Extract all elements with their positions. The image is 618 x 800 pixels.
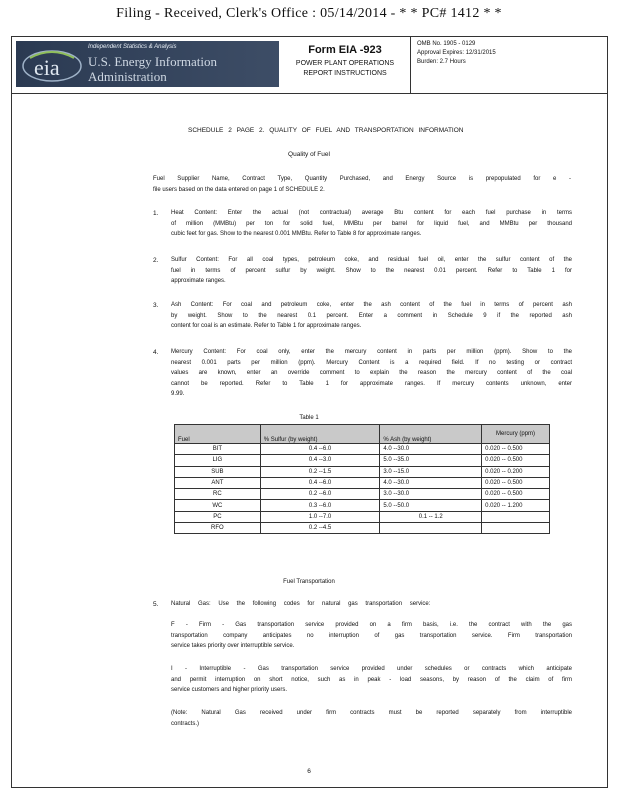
page-number: 6 [307, 768, 311, 775]
intro-line-2: file users based on the data entered on page 1 of SCHEDULE 2. [153, 186, 325, 193]
cell-mercury: 0.020 -- 0.500 [482, 444, 550, 455]
ash-content-paragraph [171, 300, 572, 332]
cell-fuel: RFO [175, 523, 261, 534]
header-fuel: Fuel [175, 425, 261, 444]
item-number: 1. [153, 210, 159, 217]
fuel-quality-table [174, 424, 550, 534]
item-number: 4. [153, 349, 159, 356]
para-line: cubic feet for gas. Show to the nearest 0.001 MMBtu. Refer to Table 8 for approximate ranges. [171, 231, 422, 237]
para-line: contracts.) [171, 720, 200, 727]
cell-mercury [482, 511, 550, 522]
cell-ash: 5.0 --35.0 [380, 455, 482, 466]
heat-content-paragraph [171, 208, 572, 240]
cell-sulfur: 0.4 --6.0 [260, 477, 380, 488]
cell-fuel: ANT [175, 477, 261, 488]
mercury-content-paragraph [171, 347, 572, 400]
eia-logo [16, 41, 279, 87]
para-line: transportation company anticipates no interruption of gas transportation service. Firm transportation [171, 632, 572, 639]
item-number: 2. [153, 257, 159, 264]
cell-fuel: PC [175, 511, 261, 522]
table-row [175, 500, 550, 511]
cell-sulfur: 0.2 --4.5 [260, 523, 380, 534]
transport-heading: Fuel Transportation [283, 579, 335, 585]
para-line: nearest 0.001 parts per million (ppm). Mercury Content is a required field. If no testing or contract [171, 359, 572, 366]
para-line: Natural Gas: Use the following codes for natural gas transportation service: [171, 601, 431, 607]
note-paragraph [171, 708, 572, 729]
natural-gas-paragraph [171, 599, 572, 610]
para-line: Heat Content: Enter the actual (not contractual) average Btu content for each fuel purchase in terms [171, 210, 572, 216]
cell-fuel: BIT [175, 444, 261, 455]
table-row [175, 466, 550, 477]
cell-ash: 3.0 --15.0 [380, 466, 482, 477]
table-row [175, 523, 550, 534]
filing-stamp: Filing - Received, Clerk's Office : 05/14/2014 - * * PC# 1412 * * [116, 6, 502, 21]
para-line: Ash Content: For coal and petroleum coke, enter the ash content of the fuel in terms of percent ash [171, 302, 572, 308]
burden: Burden: 2.7 Hours [417, 59, 466, 65]
approval-expires: Approval Expires: 12/31/2015 [417, 50, 496, 56]
cell-ash: 3.0 --30.0 [380, 489, 482, 500]
table-row [175, 444, 550, 455]
para-line: cannot be reported. Refer to Table 1 for approximate ranges. If mercury contents unknown, enter [171, 380, 572, 387]
para-line: values are known, enter an override comment to explain the reason the mercury content of the coal [171, 370, 572, 376]
omb-number: OMB No. 1905 - 0129 [417, 41, 476, 47]
cell-fuel: SUB [175, 466, 261, 477]
para-line: of million (MMBtu) per ton for solid fuel, MMBtu per barrel for liquid fuel, and MMBtu per thousand [171, 220, 572, 227]
form-subtitle [280, 59, 410, 79]
eia-logo-icon [20, 44, 84, 84]
cell-sulfur: 0.2 --1.5 [260, 466, 380, 477]
intro-line-1: Fuel Supplier Name, Contract Type, Quantity Purchased, and Energy Source is prepopulated for e - [153, 176, 571, 182]
header-sulfur: % Sulfur (by weight) [260, 425, 380, 444]
svg-text:eia: eia [34, 55, 60, 80]
sulfur-content-paragraph [171, 255, 572, 287]
table-header-row [175, 425, 550, 444]
table-row [175, 455, 550, 466]
table-row [175, 477, 550, 488]
para-line: service customers and higher priority users. [171, 687, 288, 693]
intro-paragraph [153, 174, 571, 195]
firm-paragraph [171, 620, 572, 652]
cell-sulfur: 0.3 --6.0 [260, 500, 380, 511]
logo-name-2: Administration [88, 69, 167, 84]
cell-ash: 4.0 --30.0 [380, 477, 482, 488]
logo-name: U.S. Energy Information [88, 54, 218, 69]
cell-sulfur: 0.2 --6.0 [260, 489, 380, 500]
cell-fuel: WC [175, 500, 261, 511]
cell-mercury: 0.020 -- 0.500 [482, 489, 550, 500]
para-line: by weight. Show to the nearest 0.1 percent. Enter a comment in Schedule 9 if the reported ash [171, 312, 572, 319]
para-line: content for coal is an estimate. Refer to Table 1 for approximate ranges. [171, 323, 362, 329]
table-row [175, 489, 550, 500]
item-number: 3. [153, 302, 159, 309]
para-line: F - Firm - Gas transportation service provided on a firm basis, i.e. the contract with the gas [171, 622, 572, 628]
cell-sulfur: 0.4 --3.0 [260, 455, 380, 466]
para-line: fuel in terms of percent sulfur by weight. Show to the nearest 0.01 percent. Refer to Table 1 for [171, 267, 572, 274]
cell-mercury: 0.020 -- 1.200 [482, 500, 550, 511]
form-subtitle-line1: POWER PLANT OPERATIONS [295, 60, 395, 67]
form-subtitle-line2: REPORT INSTRUCTIONS [303, 70, 387, 77]
table-row [175, 511, 550, 522]
cell-fuel: LIG [175, 455, 261, 466]
cell-ash: 5.0 --50.0 [380, 500, 482, 511]
para-line: Sulfur Content: For all coal types, petroleum coke, and residual fuel oil, enter the sulfur content of the [171, 257, 572, 263]
schedule-title: SCHEDULE 2 PAGE 2. QUALITY OF FUEL AND TRANSPORTATION INFORMATION [188, 127, 464, 134]
para-line: (Note: Natural Gas received under firm contracts must be reported separately from interruptible [171, 710, 572, 716]
form-title-box [280, 37, 410, 93]
cell-ash [380, 523, 482, 534]
item-number: 5. [153, 601, 159, 608]
cell-mercury: 0.020 -- 0.200 [482, 466, 550, 477]
header-ash: % Ash (by weight) [380, 425, 482, 444]
cell-mercury: 0.020 -- 0.500 [482, 455, 550, 466]
logo-tagline: Independent Statistics & Analysis [88, 44, 177, 50]
quality-heading: Quality of Fuel [288, 151, 330, 158]
omb-box [410, 37, 607, 93]
cell-mercury [482, 523, 550, 534]
interruptible-paragraph [171, 664, 572, 696]
para-line: approximate ranges. [171, 278, 226, 284]
form-header [12, 37, 607, 94]
cell-sulfur: 0.4 --6.0 [260, 444, 380, 455]
para-line: 9.99. [171, 391, 185, 397]
para-line: service takes priority over interruptible service. [171, 643, 295, 649]
para-line: I - Interruptible - Gas transportation service provided under schedules or contracts which anticipate [171, 666, 572, 672]
header-mercury: Mercury (ppm) [482, 425, 550, 444]
table-caption: Table 1 [299, 415, 319, 421]
para-line: Mercury Content: For coal only, enter the mercury content in parts per million (ppm). Show to the [171, 349, 572, 355]
cell-mercury: 0.020 -- 0.500 [482, 477, 550, 488]
form-title: Form EIA -923 [308, 44, 382, 56]
cell-ash: 4.0 --30.0 [380, 444, 482, 455]
cell-sulfur: 1.0 --7.0 [260, 511, 380, 522]
cell-fuel: RC [175, 489, 261, 500]
cell-ash: 0.1 -- 1.2 [380, 511, 482, 522]
para-line: and permit interruption on short notice, such as in peak - load seasons, by reason of the claim of firm [171, 676, 572, 683]
